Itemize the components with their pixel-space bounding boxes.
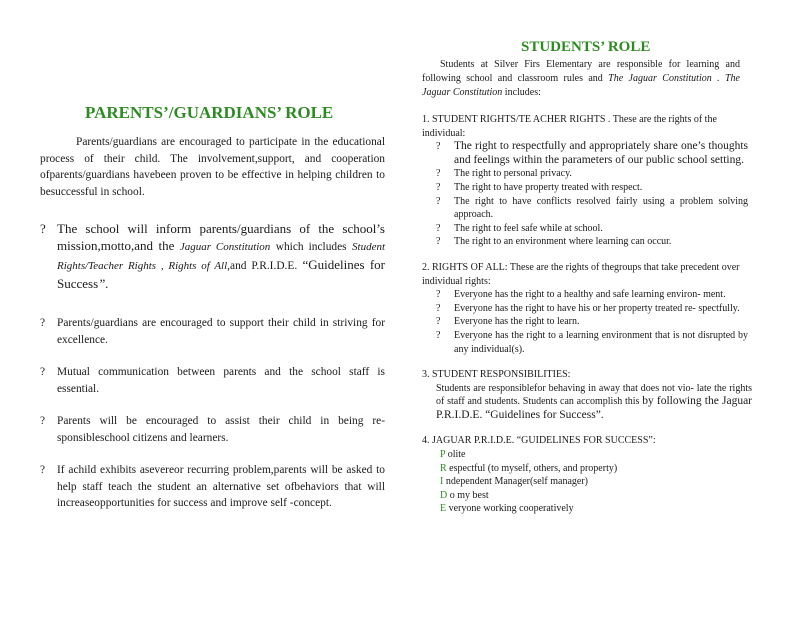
bullet-marker: ? bbox=[436, 236, 441, 248]
bullet-italic: Jaguar Constitution bbox=[179, 241, 271, 253]
student-rights-list bbox=[422, 140, 752, 249]
bullet-italic: Student Rights/Teacher Rights , Rights of All bbox=[57, 241, 386, 272]
list-item bbox=[422, 167, 752, 181]
pride-letter: D bbox=[440, 489, 448, 501]
list-item bbox=[40, 315, 385, 348]
pride-item bbox=[422, 448, 752, 462]
pride-item bbox=[422, 502, 752, 516]
section-heading: 3. STUDENT RESPONSIBILITIES: bbox=[422, 369, 571, 381]
students-role-title: STUDENTS’ ROLE bbox=[521, 39, 651, 55]
bullet-text: Parents will be encouraged to assist their child in being re- sponsibleschool citizens and learners. bbox=[57, 415, 385, 444]
bullet-text: The right to personal privacy. bbox=[454, 168, 572, 180]
students-intro bbox=[422, 58, 740, 100]
parents-intro: Parents/guardians are encouraged to participate in the educational process of their child. The involvement,support, and cooperation ofparents/guardians havebeen proven to be effective in helping children to besuccessful in school. bbox=[40, 136, 385, 198]
student-responsibilities-section bbox=[422, 368, 752, 422]
intro-text: includes: bbox=[504, 87, 541, 98]
pride-text: o my best bbox=[447, 489, 489, 501]
list-item bbox=[422, 140, 752, 167]
bullet-text: “Guidelines for Success bbox=[57, 257, 385, 291]
list-item bbox=[40, 413, 385, 446]
pride-letter: E bbox=[440, 503, 447, 515]
pride-letter: R bbox=[440, 462, 447, 474]
bullet-text: Everyone has the right to a learning environment that is not disrupted by any individual(s). bbox=[454, 329, 748, 355]
bullet-marker: ? bbox=[436, 316, 441, 328]
bullet-text: The right to feel safe while at school. bbox=[454, 222, 603, 234]
list-item bbox=[422, 302, 752, 316]
list-item bbox=[422, 329, 752, 356]
bullet-marker: ? bbox=[436, 289, 441, 301]
intro-text: Students at Silver Firs Elementary are responsible for learning and following school and classroom rules and bbox=[422, 59, 740, 84]
bullet-text: Everyone has the right to a healthy and safe learning environ- ment. bbox=[454, 289, 726, 301]
list-item bbox=[40, 462, 385, 512]
bullet-marker: ? bbox=[436, 302, 441, 314]
bullet-text: The school will inform parents/guardians of the school’s mission,motto,and the bbox=[57, 221, 385, 253]
list-item bbox=[422, 288, 752, 302]
bullet-text: which includes bbox=[275, 241, 347, 253]
bullet-text: Everyone has the right to have his or her property treated re- spectfully. bbox=[454, 302, 740, 314]
list-item bbox=[40, 364, 385, 397]
bullet-marker: ? bbox=[40, 221, 46, 236]
bullet-text: The right to respectfully and appropriately share one’s thoughts and feelings within the parameters of our public school setting. bbox=[454, 140, 748, 166]
responsibilities-text bbox=[422, 382, 752, 423]
bullet-marker: ? bbox=[436, 195, 441, 207]
pride-item bbox=[422, 462, 752, 476]
bullet-marker: ? bbox=[436, 181, 441, 193]
parents-role-section bbox=[40, 134, 385, 512]
bullet-text: If achild exhibits asevereor recurring problem,parents will be asked to help staff teach the student an alternative set ofbehaviors that will increaseopportunities for success and improve self -concept. bbox=[57, 464, 385, 509]
bullet-marker: ? bbox=[40, 366, 46, 378]
list-item bbox=[40, 220, 385, 292]
parents-bullet-list bbox=[40, 220, 385, 512]
rights-of-all-section bbox=[422, 261, 752, 356]
list-item bbox=[422, 222, 752, 236]
bullet-marker: ? bbox=[436, 222, 441, 234]
students-role-section bbox=[422, 113, 752, 516]
body-text: Students are responsiblefor behaving in away that does not vio- late the rights of staff and students. Students can accomplish this bbox=[436, 382, 752, 408]
list-item bbox=[422, 181, 752, 195]
bullet-text: The right to an environment where learning can occur. bbox=[454, 236, 672, 248]
pride-list bbox=[422, 448, 752, 516]
bullet-text: ,and P.R.I.D.E. bbox=[227, 260, 298, 272]
section-heading: 1. STUDENT RIGHTS/TE ACHER RIGHTS . These are the rights of the individual: bbox=[422, 114, 717, 139]
bullet-text: Parents/guardians are encouraged to support their child in striving for excellence. bbox=[57, 317, 385, 346]
body-text: by following the Jaguar P.R.I.D.E. “Guidelines for Success”. bbox=[436, 395, 753, 421]
bullet-marker: ? bbox=[436, 329, 441, 341]
pride-item bbox=[422, 475, 752, 489]
intro-italic: The Jaguar Constitution . The Jaguar Constitution bbox=[422, 73, 740, 98]
pride-letter: I bbox=[440, 476, 444, 488]
list-item bbox=[422, 235, 752, 249]
parents-role-title: PARENTS’/GUARDIANS’ ROLE bbox=[85, 103, 334, 122]
bullet-marker: ? bbox=[40, 317, 46, 329]
student-teacher-rights-section bbox=[422, 113, 752, 249]
bullet-marker: ? bbox=[436, 141, 441, 153]
pride-text: ndependent Manager(self manager) bbox=[443, 476, 588, 488]
bullet-text: Mutual communication between parents and the school staff is essential. bbox=[57, 366, 385, 395]
section-heading: 2. RIGHTS OF ALL: These are the rights of thegroups that take precedent over individual rights: bbox=[422, 261, 740, 287]
bullet-text: ”. bbox=[98, 276, 109, 291]
pride-letter: P bbox=[440, 449, 446, 461]
bullet-text: The right to have property treated with respect. bbox=[454, 181, 643, 193]
pride-guidelines-section bbox=[422, 434, 752, 516]
bullet-text: Everyone has the right to learn. bbox=[454, 316, 580, 328]
bullet-marker: ? bbox=[40, 415, 46, 427]
bullet-marker: ? bbox=[40, 464, 46, 476]
list-item bbox=[422, 195, 752, 222]
bullet-marker: ? bbox=[436, 168, 441, 180]
pride-text: espectful (to myself, others, and property) bbox=[446, 462, 618, 474]
pride-item bbox=[422, 489, 752, 503]
pride-text: veryone working cooperatively bbox=[446, 503, 574, 515]
rights-of-all-list bbox=[422, 288, 752, 356]
bullet-text: The right to have conflicts resolved fairly using a problem solving approach. bbox=[454, 195, 748, 221]
list-item bbox=[422, 315, 752, 329]
pride-text: olite bbox=[445, 449, 466, 461]
section-heading: 4. JAGUAR P.R.I.D.E. “GUIDELINES FOR SUCCESS”: bbox=[422, 435, 656, 447]
